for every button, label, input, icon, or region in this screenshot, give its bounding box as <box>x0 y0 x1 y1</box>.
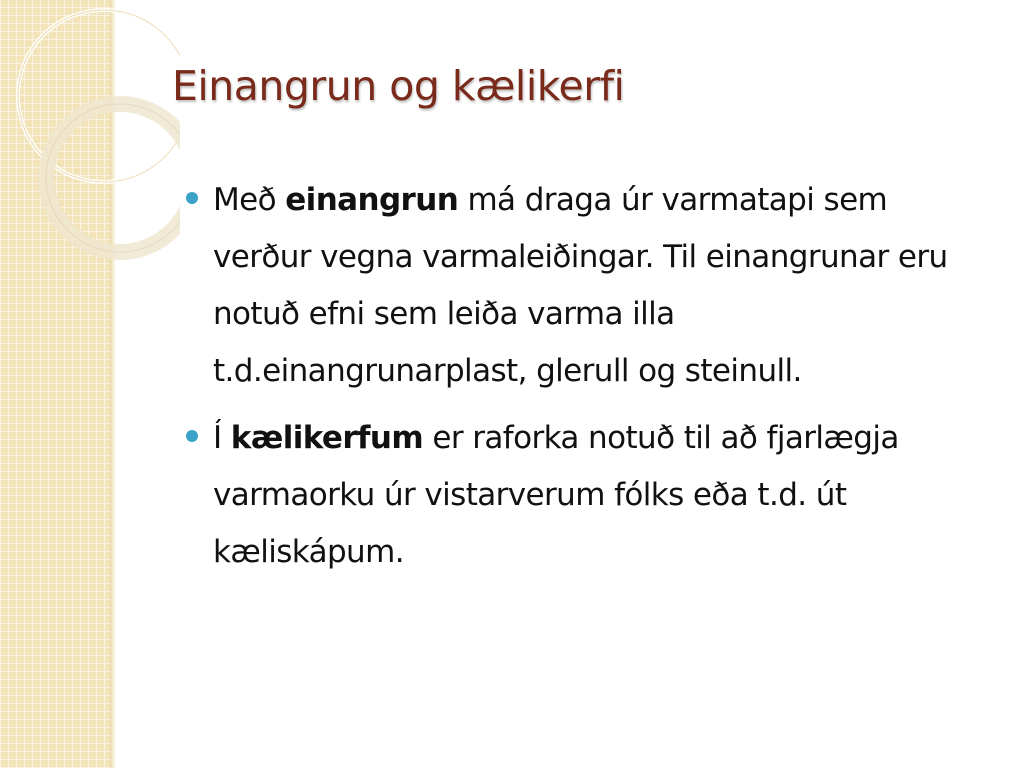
decorative-circles <box>0 0 180 300</box>
bullet-dot-icon <box>186 192 198 204</box>
bullet-text-post: má draga úr varmatapi sem verður vegna varmaleiðingar. Til einangrunar eru notuð efni sem leiða varma illa t.d.einangrunarplast, glerull og steinull. <box>213 182 948 389</box>
bullet-text-bold: kælikerfum <box>230 420 424 456</box>
bullet-dot-icon <box>186 430 198 442</box>
bullet-item-kaelikerfi <box>186 410 976 581</box>
bullet-item-einangrun <box>186 172 976 400</box>
bullet-text-pre: Með <box>213 182 286 218</box>
bullet-text-bold: einangrun <box>285 182 459 218</box>
bullet-text-pre: Í <box>213 420 231 456</box>
slide-content <box>186 172 976 591</box>
bullet-text-post: er raforka notuð til að fjarlægja varmaorku úr vistarverum fólks eða t.d. út kæliskápum. <box>213 420 899 570</box>
slide-title: Einangrun og kælikerfi <box>172 62 625 110</box>
